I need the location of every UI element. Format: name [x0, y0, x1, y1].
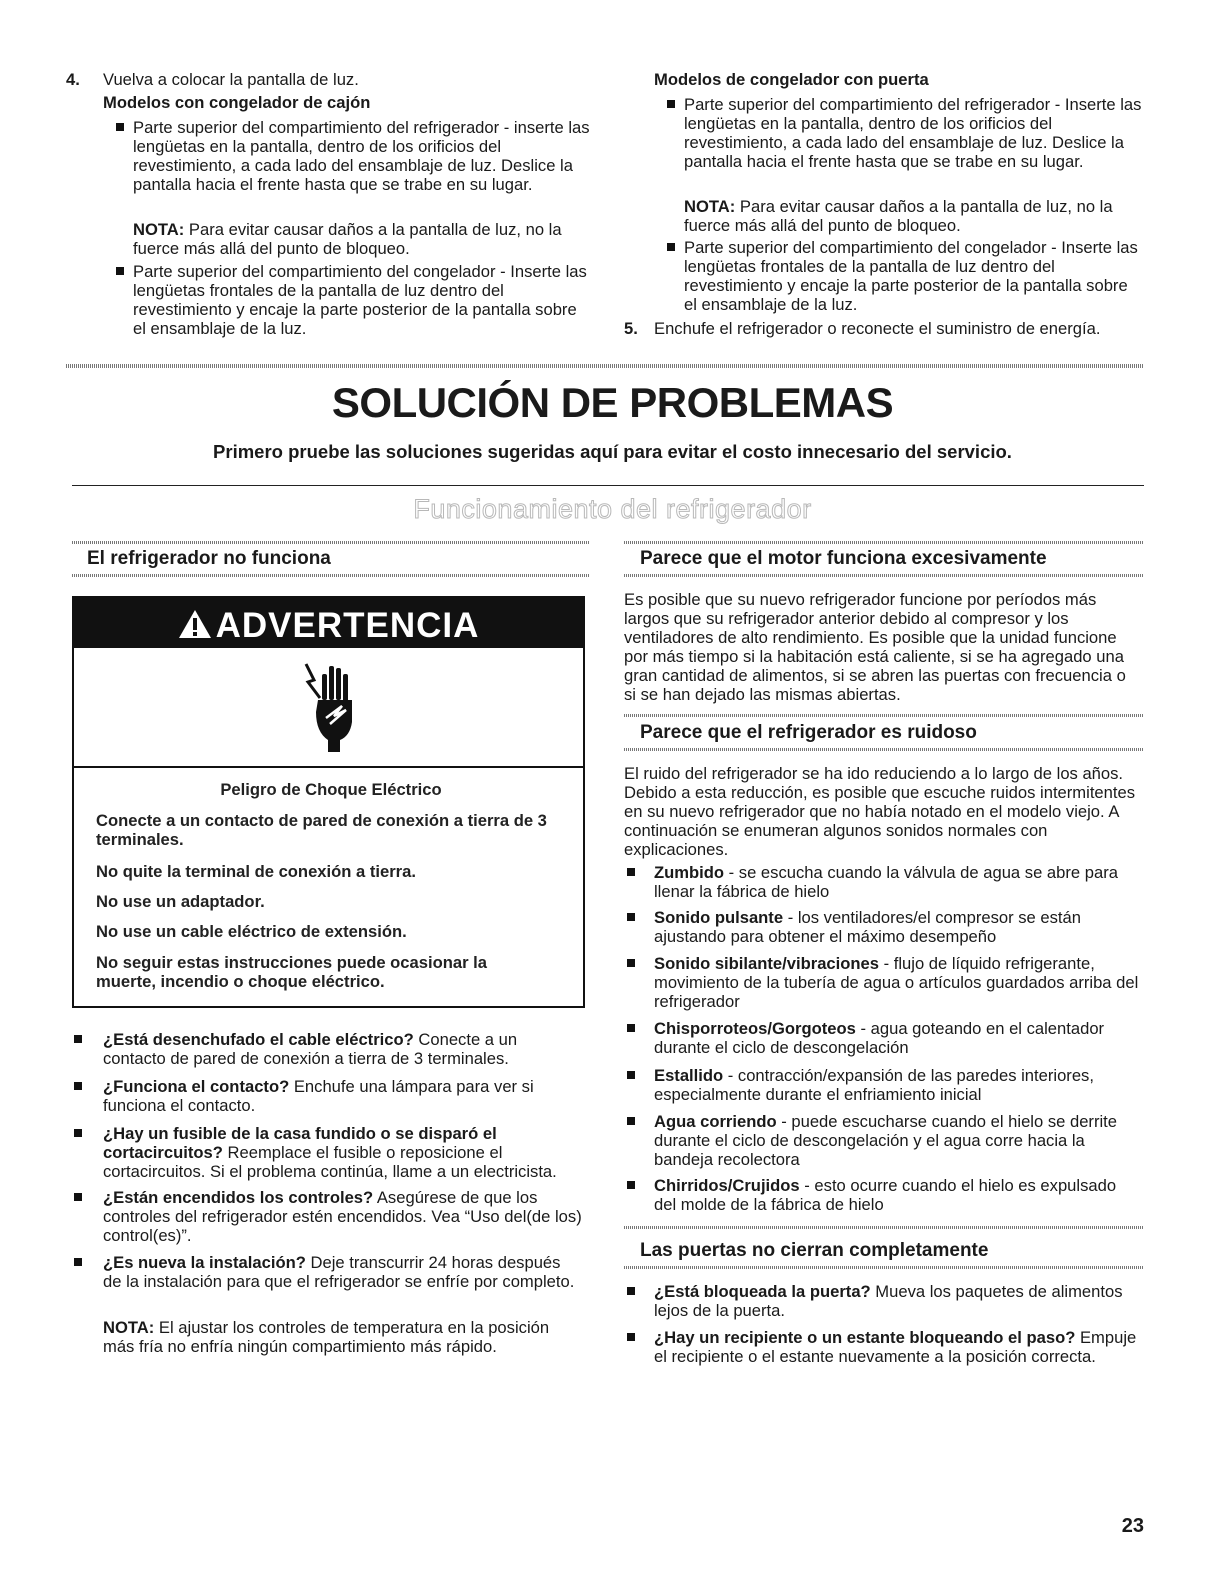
step-number-4: 4. [66, 70, 80, 89]
hatched-divider [72, 541, 590, 544]
note-label: NOTA: [133, 220, 185, 239]
hatched-divider [624, 1266, 1144, 1269]
bullet-square-icon [627, 959, 635, 967]
step-4-text: Vuelva a colocar la pantalla de luz. [103, 70, 359, 89]
drawer-models-title: Modelos con congelador de cajón [103, 93, 371, 112]
bullet-square-icon [627, 913, 635, 921]
list-item: ¿Está desenchufado el cable eléctrico? Conecte a un contacto de pared de conexión a tierra de 3 terminales. [103, 1030, 518, 1068]
step-5-text: Enchufe el refrigerador o reconecte el suministro de energía. [654, 319, 1101, 338]
warning-hazard: Peligro de Choque Eléctrico [220, 780, 442, 799]
list-item: ¿Está bloqueada la puerta? Mueva los paquetes de alimentos lejos de la puerta. [654, 1282, 1123, 1320]
drawer-note [133, 220, 591, 258]
hatched-divider [72, 574, 590, 577]
warning-line: No use un adaptador. [96, 892, 265, 911]
warning-line: Conecte a un contacto de pared de conexión a tierra de 3 terminales. [96, 811, 547, 849]
bullet-square-icon [74, 1035, 82, 1043]
bullet-square-icon [627, 1024, 635, 1032]
bullet-square-icon [667, 100, 675, 108]
noise-text: El ruido del refrigerador se ha ido reduciendo a lo largo de los años. Debido a esta reducción, es posible que escuche ruidos intermitentes en su nuevo refrigerador que no había notado en el modelo viejo. A continuación se enumeran algunos sonidos normales con explicaciones. [624, 764, 1136, 859]
page-number: 23 [1121, 1515, 1144, 1537]
drawer-bullet-2: Parte superior del compartimiento del congelador - Inserte las lengüetas frontales de la pantalla de luz dentro del revestimiento y encaje la parte posterior de la pantalla sobre el ensamblaje de la luz. [133, 262, 587, 338]
hatched-divider [624, 714, 1144, 717]
warning-line: No seguir estas instrucciones puede ocasionar la muerte, incendio o choque eléctrico. [96, 953, 488, 991]
bullet-square-icon [627, 1117, 635, 1125]
bullet-square-icon [74, 1129, 82, 1137]
section-title: Funcionamiento del refrigerador [413, 494, 812, 524]
door-bullet-2: Parte superior del compartimiento del congelador - Inserte las lengüetas frontales de la pantalla de luz dentro del revestimiento y encaje la parte posterior de la pantalla sobre el ensamblaje de la luz. [684, 238, 1138, 314]
warning-line: No use un cable eléctrico de extensión. [96, 922, 407, 941]
electric-shock-hand-icon [304, 662, 360, 759]
list-item: Estallido - contracción/expansión de las paredes interiores, especialmente durante el enfriamiento inicial [654, 1066, 1094, 1104]
page-subtitle: Primero pruebe las soluciones sugeridas aquí para evitar el costo innecesario del servicio. [213, 441, 1012, 462]
hatched-divider [624, 748, 1144, 751]
motor-text: Es posible que su nuevo refrigerador funcione por períodos más largos que su refrigerador anterior debido al compresor y los ventiladores de alto rendimiento. Es posible que la unidad funcione por más tiempo si la habitación está caliente, si se ha agregado una gran cantidad de alimentos, si se abren las puertas con frecuencia o si se han dejado las mismas abiertas. [624, 590, 1126, 704]
hatched-divider [624, 574, 1144, 577]
warning-band-text: ADVERTENCIA [215, 606, 480, 645]
note-text: Para evitar causar daños a la pantalla de luz, no la fuerce más allá del punto de bloqueo. [684, 197, 1113, 235]
hatched-divider [66, 364, 1144, 368]
title-rule [72, 485, 1144, 486]
warning-line: No quite la terminal de conexión a tierra. [96, 862, 416, 881]
list-item: Agua corriendo - puede escucharse cuando el hielo se derrite durante el ciclo de descongelación y el agua corre hacia la bandeja recolectora [654, 1112, 1118, 1169]
page-title: SOLUCIÓN DE PROBLEMAS [331, 379, 894, 426]
bullet-square-icon [74, 1193, 82, 1201]
list-item: Chisporroteos/Gorgoteos - agua goteando en el calentador durante el ciclo de descongelación [654, 1019, 1105, 1057]
bullet-square-icon [627, 1071, 635, 1079]
warning-divider [74, 766, 583, 768]
note-text: Para evitar causar daños a la pantalla de luz, no la fuerce más allá del punto de bloqueo. [133, 220, 562, 258]
door-note [684, 197, 1142, 235]
door-bullet-1: Parte superior del compartimiento del refrigerador - Inserte las lengüetas en la pantalla, dentro de los orificios del revestimiento, a cada lado del ensamblaje de luz. Deslice la pantalla hacia el frente hasta que se trabe en su lugar. [684, 95, 1142, 171]
list-item: ¿Hay un recipiente o un estante bloqueando el paso? Empuje el recipiente o el estante nuevamente a la posición correcta. [654, 1328, 1137, 1366]
bullet-square-icon [627, 1287, 635, 1295]
list-item: Chirridos/Crujidos - esto ocurre cuando el hielo es expulsado del molde de la fábrica de hielo [654, 1176, 1117, 1214]
note-label: NOTA: [684, 197, 736, 216]
warning-box [72, 596, 585, 1008]
list-item: ¿Hay un fusible de la casa fundido o se disparó el cortacircuitos? Reemplace el fusible o reposicione el cortacircuitos. Si el problema continúa, llame a un electricista. [103, 1124, 557, 1181]
left-note: NOTA: El ajustar los controles de temperatura en la posición más fría no enfría ningún compartimiento más rápido. [103, 1318, 550, 1356]
heading-motor: Parece que el motor funciona excesivamente [640, 548, 1047, 569]
list-item: Sonido sibilante/vibraciones - flujo de líquido refrigerante, movimiento de la tubería de agua o artículos guardados arriba del refrigerador [654, 954, 1139, 1011]
bullet-square-icon [627, 868, 635, 876]
list-item: Zumbido - se escucha cuando la válvula de agua se abre para llenar la fábrica de hielo [654, 863, 1118, 901]
drawer-bullet-1: Parte superior del compartimiento del refrigerador - inserte las lengüetas en la pantalla, dentro de los orificios del revestimiento, a cada lado del ensamblaje de luz. Deslice la pantalla hacia el frente hasta que se trabe en su lugar. [133, 118, 590, 194]
step-number-5: 5. [624, 319, 638, 338]
bullet-square-icon [667, 243, 675, 251]
heading-doors: Las puertas no cierran completamente [640, 1240, 989, 1261]
warning-triangle-icon [178, 600, 212, 656]
bullet-square-icon [116, 267, 124, 275]
bullet-square-icon [627, 1333, 635, 1341]
list-item: ¿Funciona el contacto? Enchufe una lámpara para ver si funciona el contacto. [103, 1077, 534, 1115]
hatched-divider [624, 541, 1144, 544]
bullet-square-icon [74, 1082, 82, 1090]
bullet-square-icon [74, 1258, 82, 1266]
heading-not-working: El refrigerador no funciona [87, 548, 331, 569]
list-item: Sonido pulsante - los ventiladores/el compresor se están ajustando para obtener el máximo desempeño [654, 908, 1081, 946]
warning-band [74, 598, 583, 648]
bullet-square-icon [627, 1181, 635, 1189]
list-item: ¿Es nueva la instalación? Deje transcurrir 24 horas después de la instalación para que el refrigerador se enfríe por completo. [103, 1253, 575, 1291]
door-models-title: Modelos de congelador con puerta [654, 70, 929, 89]
list-item: ¿Están encendidos los controles? Asegúrese de que los controles del refrigerador estén encendidos. Vea “Uso del(de los) control(es)”. [103, 1188, 582, 1245]
hatched-divider [624, 1226, 1144, 1229]
heading-noisy: Parece que el refrigerador es ruidoso [640, 722, 977, 743]
bullet-square-icon [116, 123, 124, 131]
